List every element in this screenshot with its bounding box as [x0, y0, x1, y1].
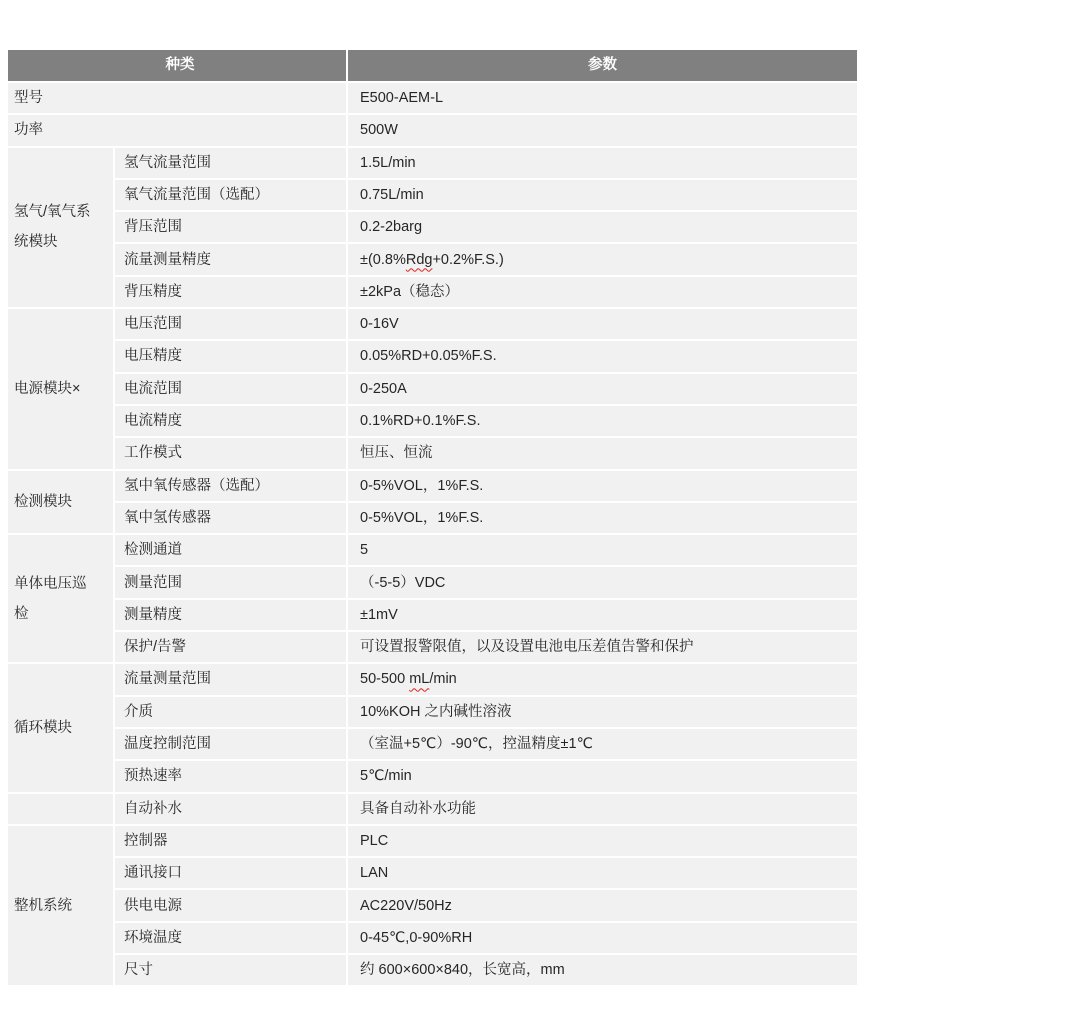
- group-rows: [115, 309, 857, 468]
- parameter-value-cell: 0-45℃,0-90%RH: [348, 923, 857, 953]
- table-row: [115, 955, 857, 985]
- table-header-row: [8, 50, 857, 81]
- parameter-value-cell: 50-500 mL /min: [348, 664, 857, 694]
- group-rows: [115, 535, 857, 662]
- table-row: [115, 244, 857, 274]
- category-group-cell: 氢气/氧气系统模块: [8, 148, 113, 307]
- category-label-cell: 型号: [8, 83, 346, 113]
- spec-label-cell: 氧气流量范围（选配）: [115, 180, 346, 210]
- spec-label-cell: 介质: [115, 697, 346, 727]
- spec-label-cell: 测量范围: [115, 567, 346, 597]
- header-cell-parameter: 参数: [348, 50, 857, 81]
- parameter-value-cell: ±(0.8% Rdg +0.2%F.S.): [348, 244, 857, 274]
- table-row: [115, 341, 857, 371]
- table-row: [115, 761, 857, 791]
- table-row: [115, 923, 857, 953]
- parameter-value-cell: （室温+5℃）-90℃，控温精度±1℃: [348, 729, 857, 759]
- parameter-value-cell: AC220V/50Hz: [348, 890, 857, 920]
- group-rows: [115, 148, 857, 307]
- table-row: [115, 890, 857, 920]
- category-group-cell: 单体电压巡检: [8, 535, 113, 662]
- spec-label-cell: 流量测量精度: [115, 244, 346, 274]
- table-row: [115, 858, 857, 888]
- table-row-group: [8, 535, 857, 662]
- parameter-value-cell: 0-250A: [348, 374, 857, 404]
- table-row: [115, 535, 857, 565]
- parameter-value-cell: 0.05%RD+0.05%F.S.: [348, 341, 857, 371]
- parameter-value-cell: 500W: [348, 115, 857, 145]
- table-row: [115, 794, 857, 824]
- parameter-value-cell: 可设置报警限值，以及设置电池电压差值告警和保护: [348, 632, 857, 662]
- category-group-cell: [8, 794, 113, 824]
- parameter-value-cell: 0-16V: [348, 309, 857, 339]
- table-row: [115, 471, 857, 501]
- spec-label-cell: 检测通道: [115, 535, 346, 565]
- table-row: [115, 664, 857, 694]
- spec-label-cell: 保护/告警: [115, 632, 346, 662]
- parameter-value-cell: 0.1%RD+0.1%F.S.: [348, 406, 857, 436]
- spec-label-cell: 氢气流量范围: [115, 148, 346, 178]
- table-row: [115, 277, 857, 307]
- category-group-cell: 循环模块: [8, 664, 113, 791]
- table-row: [115, 826, 857, 856]
- table-row: [115, 438, 857, 468]
- parameter-value-cell: 0.2-2barg: [348, 212, 857, 242]
- spec-label-cell: 工作模式: [115, 438, 346, 468]
- category-group-cell: 整机系统: [8, 826, 113, 985]
- spec-table: [8, 50, 857, 985]
- spec-label-cell: 背压精度: [115, 277, 346, 307]
- table-row: [115, 697, 857, 727]
- parameter-value-cell: 约 600×600×840，长宽高，mm: [348, 955, 857, 985]
- group-rows: [115, 826, 857, 985]
- table-row-group: [8, 664, 857, 791]
- table-row: [115, 180, 857, 210]
- group-rows: [115, 794, 857, 824]
- table-row-group: [8, 826, 857, 985]
- table-row: [115, 406, 857, 436]
- spec-label-cell: 环境温度: [115, 923, 346, 953]
- spec-label-cell: 氧中氢传感器: [115, 503, 346, 533]
- spec-label-cell: 测量精度: [115, 600, 346, 630]
- spec-label-cell: 自动补水: [115, 794, 346, 824]
- group-rows: [115, 471, 857, 534]
- parameter-value-cell: PLC: [348, 826, 857, 856]
- table-row: [115, 148, 857, 178]
- parameter-value-cell: LAN: [348, 858, 857, 888]
- table-row: [115, 567, 857, 597]
- category-label-cell: 功率: [8, 115, 346, 145]
- spec-label-cell: 预热速率: [115, 761, 346, 791]
- spellcheck-underline: Rdg: [405, 251, 433, 268]
- table-row: [115, 212, 857, 242]
- table-row: [115, 503, 857, 533]
- spec-label-cell: 供电电源: [115, 890, 346, 920]
- parameter-value-cell: ±1mV: [348, 600, 857, 630]
- group-rows: [115, 664, 857, 791]
- table-row: [8, 83, 857, 113]
- table-row: [115, 374, 857, 404]
- table-row-group: [8, 309, 857, 468]
- table-row: [8, 115, 857, 145]
- spec-label-cell: 电压精度: [115, 341, 346, 371]
- parameter-value-cell: 具备自动补水功能: [348, 794, 857, 824]
- parameter-value-cell: 1.5L/min: [348, 148, 857, 178]
- parameter-value-cell: 0.75L/min: [348, 180, 857, 210]
- spec-label-cell: 电流精度: [115, 406, 346, 436]
- spec-label-cell: 背压范围: [115, 212, 346, 242]
- table-row: [115, 600, 857, 630]
- parameter-value-cell: 5℃/min: [348, 761, 857, 791]
- parameter-value-cell: 10%KOH 之内碱性溶液: [348, 697, 857, 727]
- spec-label-cell: 氢中氧传感器（选配）: [115, 471, 346, 501]
- parameter-value-cell: E500-AEM-L: [348, 83, 857, 113]
- parameter-value-cell: ±2kPa（稳态）: [348, 277, 857, 307]
- spec-label-cell: 流量测量范围: [115, 664, 346, 694]
- header-cell-category: 种类: [8, 50, 346, 81]
- table-row: [115, 729, 857, 759]
- category-group-cell: 检测模块: [8, 471, 113, 534]
- table-row-group: [8, 794, 857, 824]
- parameter-value-cell: （-5-5）VDC: [348, 567, 857, 597]
- table-row: [115, 309, 857, 339]
- spec-label-cell: 电流范围: [115, 374, 346, 404]
- spec-label-cell: 电压范围: [115, 309, 346, 339]
- parameter-value-cell: 恒压、恒流: [348, 438, 857, 468]
- spec-label-cell: 温度控制范围: [115, 729, 346, 759]
- table-row-group: [8, 148, 857, 307]
- parameter-value-cell: 0-5%VOL，1%F.S.: [348, 503, 857, 533]
- parameter-value-cell: 5: [348, 535, 857, 565]
- parameter-value-cell: 0-5%VOL，1%F.S.: [348, 471, 857, 501]
- category-group-cell: 电源模块×: [8, 309, 113, 468]
- spec-label-cell: 尺寸: [115, 955, 346, 985]
- spellcheck-underline: mL: [409, 671, 430, 688]
- spec-label-cell: 通讯接口: [115, 858, 346, 888]
- table-row-group: [8, 471, 857, 534]
- spec-label-cell: 控制器: [115, 826, 346, 856]
- table-row: [115, 632, 857, 662]
